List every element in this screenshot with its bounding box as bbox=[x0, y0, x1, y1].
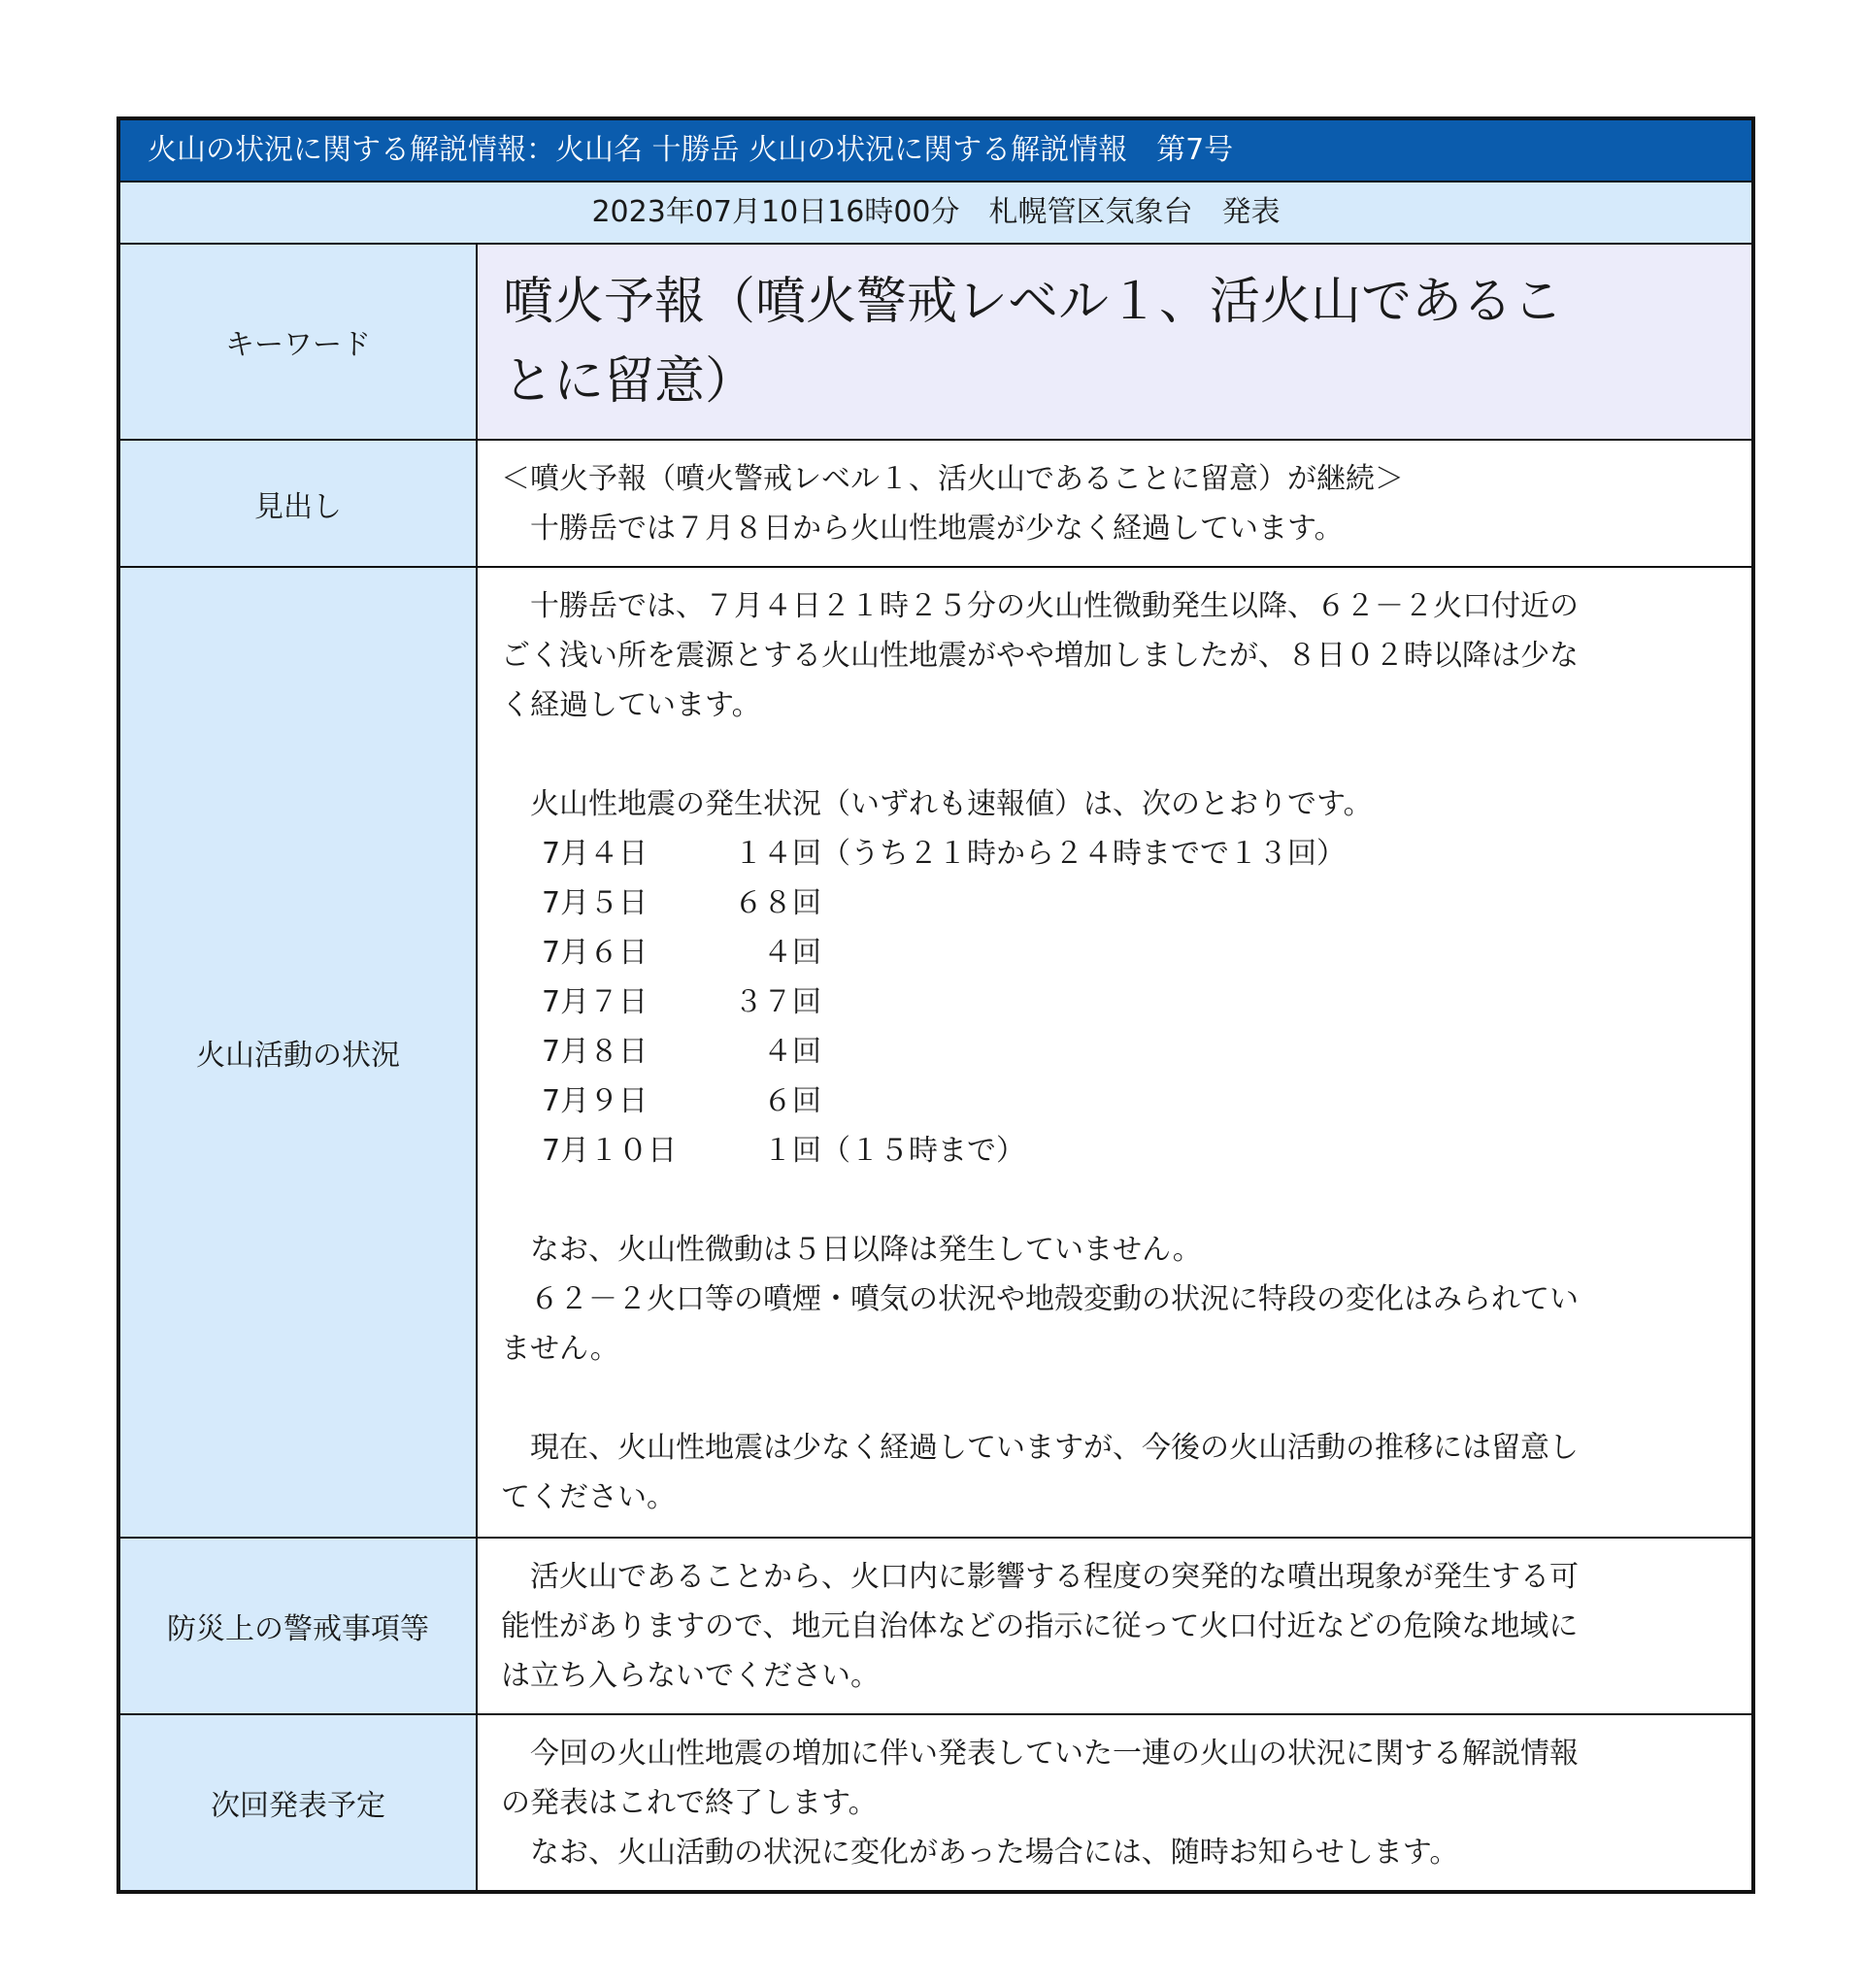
earthquake-count: ３７回 bbox=[734, 985, 821, 1019]
earthquake-date: 7月４日 bbox=[542, 837, 649, 871]
earthquake-row bbox=[501, 1077, 1722, 1126]
status-text-line: 現在、火山性地震は少なく経過していますが、今後の火山活動の推移には留意し bbox=[501, 1431, 1579, 1465]
alert-content bbox=[478, 1539, 1751, 1713]
alert-line: 能性がありますので、地元自治体などの指示に従って火口付近などの危険な地域に bbox=[501, 1609, 1579, 1643]
earthquake-row bbox=[501, 878, 1722, 928]
status-text-line: ６２－２火口等の噴煙・噴気の状況や地殻変動の状況に特段の変化はみられてい bbox=[501, 1282, 1579, 1316]
earthquake-date: 7月９日 bbox=[542, 1084, 649, 1118]
earthquake-date: 7月８日 bbox=[542, 1035, 649, 1069]
paragraph-spacer bbox=[501, 1374, 1722, 1423]
earthquake-count: １回（１５時まで） bbox=[734, 1134, 1025, 1168]
status-text-line: く経過しています。 bbox=[501, 688, 761, 722]
earthquake-count: ４回 bbox=[734, 1035, 821, 1069]
volcano-bulletin bbox=[116, 116, 1755, 1894]
next-issue-line: 今回の火山性地震の増加に伴い発表していた一連の火山の状況に関する解説情報 bbox=[501, 1737, 1579, 1771]
earthquake-intro: 火山性地震の発生状況（いずれも速報値）は、次のとおりです。 bbox=[501, 787, 1373, 821]
earthquake-row bbox=[501, 928, 1722, 977]
earthquake-count: ４回 bbox=[734, 936, 821, 970]
keyword-line: 噴火予報（噴火警戒レベル１、活火山であるこ bbox=[503, 273, 1564, 331]
earthquake-date: 7月５日 bbox=[542, 886, 649, 920]
status-text-line: ません。 bbox=[501, 1332, 619, 1366]
keyword-row bbox=[120, 245, 1751, 441]
keyword-line: とに留意） bbox=[503, 352, 756, 411]
headline-row bbox=[120, 441, 1751, 568]
keyword-content bbox=[478, 245, 1751, 439]
alert-line: 活火山であることから、火口内に影響する程度の突発的な噴出現象が発生する可 bbox=[501, 1560, 1579, 1594]
status-label: 火山活動の状況 bbox=[120, 568, 478, 1537]
alert-row bbox=[120, 1539, 1751, 1715]
next-issue-line: の発表はこれで終了します。 bbox=[501, 1786, 878, 1820]
earthquake-count: ６回 bbox=[734, 1084, 821, 1118]
earthquake-row bbox=[501, 829, 1722, 878]
paragraph-spacer bbox=[501, 1176, 1722, 1225]
status-content bbox=[478, 568, 1751, 1537]
earthquake-date: 7月７日 bbox=[542, 985, 649, 1019]
bulletin-title: 火山の状況に関する解説情報：火山名 十勝岳 火山の状況に関する解説情報 第7号 bbox=[120, 120, 1751, 182]
alert-label: 防災上の警戒事項等 bbox=[120, 1539, 478, 1713]
next-issue-content bbox=[478, 1715, 1751, 1890]
next-issue-line: なお、火山活動の状況に変化があった場合には、随時お知らせします。 bbox=[501, 1836, 1459, 1870]
status-text-line: 十勝岳では、７月４日２１時２５分の火山性微動発生以降、６２－２火口付近の bbox=[501, 589, 1579, 623]
earthquake-row bbox=[501, 1027, 1722, 1077]
keyword-label: キーワード bbox=[120, 245, 478, 439]
headline-label: 見出し bbox=[120, 441, 478, 566]
next-issue-label: 次回発表予定 bbox=[120, 1715, 478, 1890]
earthquake-count: １４回（うち２１時から２４時までで１３回） bbox=[734, 837, 1346, 871]
alert-line: は立ち入らないでください。 bbox=[501, 1659, 880, 1693]
status-text-line: ごく浅い所を震源とする火山性地震がやや増加しましたが、８日０２時以降は少な bbox=[501, 639, 1579, 673]
headline-line: 十勝岳では７月８日から火山性地震が少なく経過しています。 bbox=[501, 512, 1344, 546]
earthquake-row bbox=[501, 977, 1722, 1027]
issued-datetime: 2023年07月10日16時00分 札幌管区気象台 発表 bbox=[120, 182, 1751, 245]
status-text-line: てください。 bbox=[501, 1480, 676, 1514]
status-text-line: なお、火山性微動は５日以降は発生していません。 bbox=[501, 1233, 1202, 1267]
headline-content bbox=[478, 441, 1751, 566]
status-row bbox=[120, 568, 1751, 1539]
next-issue-row bbox=[120, 1715, 1751, 1890]
earthquake-count-list bbox=[501, 829, 1722, 1176]
headline-line: ＜噴火予報（噴火警戒レベル１、活火山であることに留意）が継続＞ bbox=[501, 462, 1404, 496]
earthquake-count: ６８回 bbox=[734, 886, 821, 920]
earthquake-date: 7月６日 bbox=[542, 936, 649, 970]
earthquake-date: 7月１０日 bbox=[542, 1134, 678, 1168]
paragraph-spacer bbox=[501, 730, 1722, 779]
earthquake-row bbox=[501, 1126, 1722, 1176]
